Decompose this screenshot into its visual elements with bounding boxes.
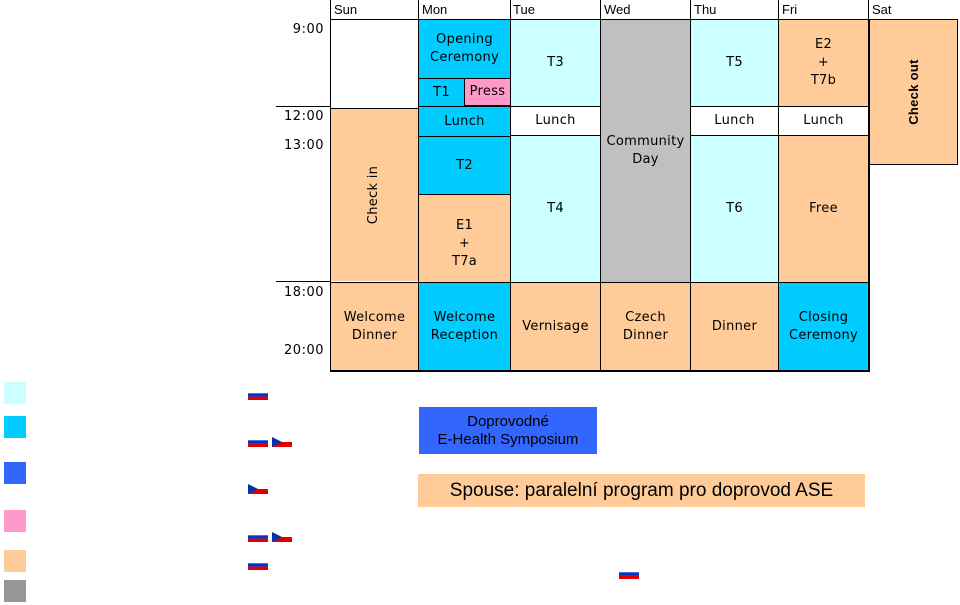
time-label-18: 18:00 [284, 285, 324, 300]
legend-swatch-light-cyan [4, 382, 26, 404]
mon-opening-block: Opening Ceremony [419, 20, 510, 78]
mon-reception-block: Welcome Reception [419, 282, 510, 370]
time-label-12: 12:00 [284, 109, 324, 124]
czech-flag-icon [272, 437, 292, 447]
checkout-label: Check out [905, 59, 921, 125]
tue-t3-block: T3 [511, 20, 600, 106]
time-label-13: 13:00 [284, 138, 324, 153]
sun-welcome-dinner-block: Welcome Dinner [331, 282, 418, 370]
tue-t4-block: T4 [511, 136, 600, 282]
sat-checkout-block [870, 20, 958, 165]
mon-t1-block: T1 [419, 78, 464, 106]
spouse-program-label: Spouse: paralelní program pro doprovod ASE [449, 479, 834, 501]
legend-swatch-dark-gray [4, 580, 26, 602]
day-header-tue: Tue [513, 2, 535, 17]
legend-swatch-peach [4, 550, 26, 572]
czech-flag-icon [272, 532, 292, 542]
symposium-line-1: Doprovodné [467, 412, 549, 430]
mon-lunch-block: Lunch [419, 106, 510, 136]
day-header-wed: Wed [604, 2, 631, 17]
fri-lunch-block: Lunch [779, 106, 868, 136]
symposium-line-2: E-Health Symposium [437, 430, 579, 448]
fri-e2-block: E2 + T7b [779, 20, 868, 106]
mon-e1-block: E1 + T7a [419, 194, 510, 282]
thu-dinner-block: Dinner [691, 282, 778, 370]
day-header-thu: Thu [694, 2, 717, 17]
russian-flag-icon [248, 390, 268, 400]
russian-flag-icon [248, 560, 268, 570]
czech-flag-icon [248, 484, 268, 494]
wed-community-block: Community Day [601, 20, 690, 282]
russian-flag-icon [248, 532, 268, 542]
mon-press-block: Press [464, 78, 510, 106]
day-header-sat: Sat [872, 2, 892, 17]
thu-t5-block: T5 [691, 20, 778, 106]
legend-swatch-cyan [4, 416, 26, 438]
legend-swatch-blue [4, 462, 26, 484]
day-header-fri: Fri [782, 2, 798, 17]
sun-checkin-block [331, 108, 418, 281]
time-label-20: 20:00 [284, 343, 324, 358]
spouse-program-box [418, 474, 865, 507]
day-header-sun: Sun [334, 2, 358, 17]
mon-t2-block: T2 [419, 136, 510, 194]
thu-lunch-block: Lunch [691, 106, 778, 136]
wed-czech-dinner-block: Czech Dinner [601, 282, 690, 370]
checkin-label: Check in [366, 165, 382, 225]
russian-flag-icon [248, 437, 268, 447]
fri-closing-block: Closing Ceremony [779, 282, 868, 370]
time-label-9: 9:00 [292, 22, 324, 37]
tue-lunch-block: Lunch [511, 106, 600, 136]
day-header-mon: Mon [422, 2, 448, 17]
russian-flag-icon [619, 569, 639, 579]
symposium-box [419, 407, 597, 454]
thu-t6-block: T6 [691, 136, 778, 282]
tue-vernisage-block: Vernisage [511, 282, 600, 370]
fri-free-block: Free [779, 136, 868, 282]
legend-swatch-pink [4, 510, 26, 532]
